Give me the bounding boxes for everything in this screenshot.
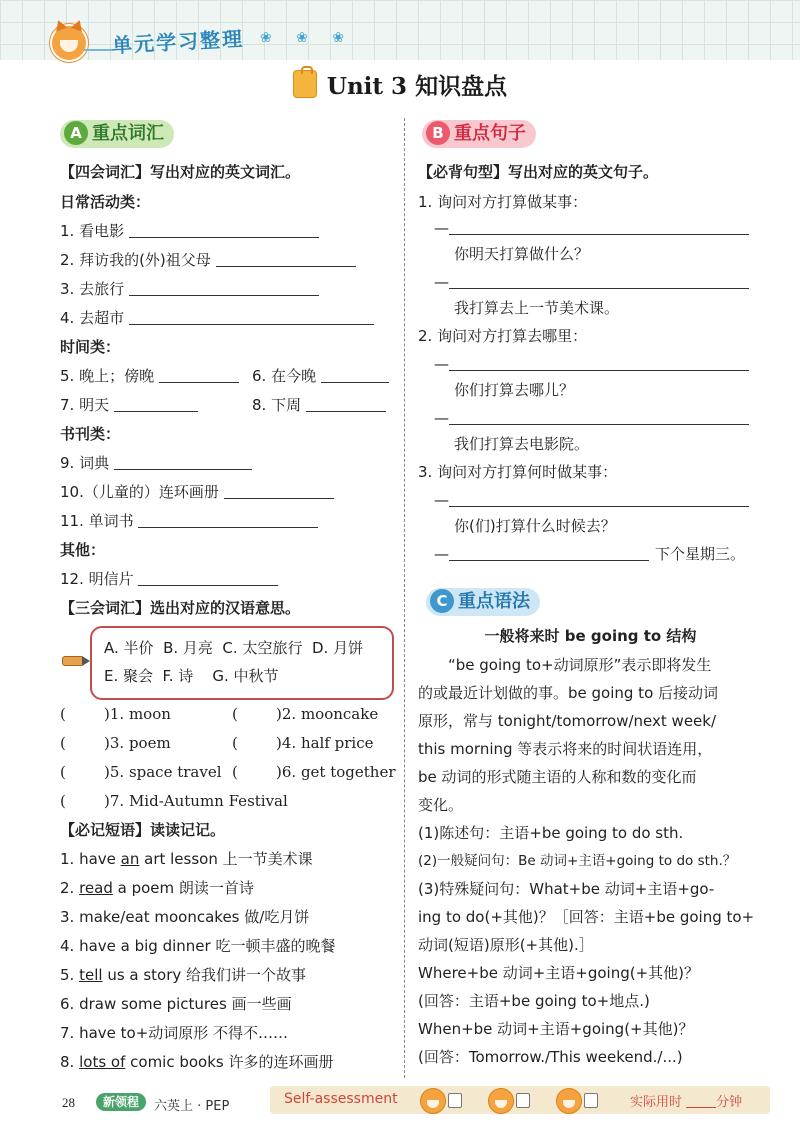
sentence-q2-cn1: 你们打算去哪儿？ bbox=[454, 381, 575, 399]
answer-blank[interactable] bbox=[306, 395, 386, 412]
section-b-badge: B bbox=[426, 121, 450, 145]
sentence-q3-cn1: 你(们)打算什么时候去？ bbox=[454, 517, 616, 535]
vocab-item-2: 2. 拜访我的(外)祖父母 bbox=[60, 250, 356, 270]
self-assessment-bar bbox=[270, 1086, 770, 1114]
phrase-4: 4. have a big dinner 吃一顿丰盛的晚餐 bbox=[60, 937, 336, 955]
section-c-title: 重点语法 bbox=[458, 591, 530, 612]
pencil-icon bbox=[62, 652, 88, 666]
answer-blank[interactable] bbox=[138, 511, 318, 528]
phrase-5: 5. tell us a story 给我们讲一个故事 bbox=[60, 966, 307, 984]
phrase-1: 1. have an art lesson 上一节美术课 bbox=[60, 850, 313, 868]
match-item-3[interactable]: ( )3. poem bbox=[60, 734, 171, 752]
grammar-p2: 的或最近计划做的事。be going to 后接动词 bbox=[418, 684, 719, 702]
page-title-text: Unit 3 知识盘点 bbox=[326, 73, 508, 100]
vocab-item-6: 6. 在今晚 bbox=[252, 366, 389, 386]
vocab-item-7: 7. 明天 bbox=[60, 395, 198, 415]
answer-blank[interactable] bbox=[159, 366, 239, 383]
fox-face-icon bbox=[420, 1088, 446, 1114]
self-assessment-label: Self-assessment bbox=[284, 1091, 398, 1107]
grammar-p3: 原形，常与 tonight/tomorrow/next week/ bbox=[418, 712, 717, 730]
section-c-header bbox=[426, 588, 540, 616]
phrase-7: 7. have to+动词原形 不得不…… bbox=[60, 1024, 289, 1042]
match-item-4[interactable]: ( )4. half price bbox=[232, 734, 374, 752]
sentence-q3-cn2: 下个星期三。 bbox=[655, 545, 746, 563]
unit-banner bbox=[50, 24, 370, 60]
answer-blank[interactable] bbox=[224, 482, 334, 499]
answer-blank[interactable] bbox=[129, 308, 374, 325]
options-row-1: A. 半价 B. 月亮 C. 太空旅行 D. 月饼 bbox=[104, 639, 364, 657]
clipboard-icon bbox=[293, 70, 317, 98]
section-b-header bbox=[422, 120, 536, 148]
match-item-6[interactable]: ( )6. get together bbox=[232, 763, 396, 781]
phrase-2: 2. read a poem 朗读一首诗 bbox=[60, 879, 254, 897]
answer-line[interactable]: — bbox=[434, 218, 749, 238]
vocab-item-3: 3. 去旅行 bbox=[60, 279, 319, 299]
phrase-8: 8. lots of comic books 许多的连环画册 bbox=[60, 1053, 334, 1071]
match-item-5[interactable]: ( )5. space travel bbox=[60, 763, 222, 781]
grammar-p5: be 动词的形式随主语的人称和数的变化而 bbox=[418, 768, 697, 786]
page-number: 28 bbox=[62, 1095, 75, 1110]
vocab-item-8: 8. 下周 bbox=[252, 395, 386, 415]
grammar-rule-2: (2)一般疑问句：Be 动词+主语+going to do sth.？ bbox=[418, 853, 737, 869]
sentence-q1-cn1: 你明天打算做什么？ bbox=[454, 245, 590, 263]
phrases-instruction: 【必记短语】读读记记。 bbox=[60, 821, 226, 839]
section-a-title: 重点词汇 bbox=[92, 123, 164, 144]
grammar-rule-7: (回答：主语+be going to+地点.) bbox=[418, 992, 650, 1010]
vocab-item-1: 1. 看电影 bbox=[60, 221, 319, 241]
vocab-item-11: 11. 单词书 bbox=[60, 511, 318, 531]
match-item-1[interactable]: ( )1. moon bbox=[60, 705, 171, 723]
answer-blank[interactable] bbox=[129, 279, 319, 296]
vocab-item-4: 4. 去超市 bbox=[60, 308, 374, 328]
four-skills-instruction: 【四会词汇】写出对应的英文词汇。 bbox=[60, 163, 301, 181]
match-item-2[interactable]: ( )2. mooncake bbox=[232, 705, 379, 723]
answer-line[interactable]: — bbox=[434, 490, 749, 510]
section-a-badge: A bbox=[64, 121, 88, 145]
paw-print-icon: ❀ ❀ ❀ bbox=[260, 30, 355, 46]
category-daily: 日常活动类： bbox=[60, 193, 151, 211]
answer-line[interactable]: — bbox=[434, 272, 749, 292]
rating-checkbox-1[interactable] bbox=[448, 1093, 462, 1108]
fox-mascot-icon bbox=[50, 24, 88, 62]
answer-line[interactable]: — bbox=[434, 354, 749, 374]
brand-logo: 新领程 bbox=[96, 1093, 146, 1111]
sentence-q1: 1. 询问对方打算做某事： bbox=[418, 193, 588, 211]
grammar-rule-4: ing to do(+其他)？［回答：主语+be going to+ bbox=[418, 908, 755, 926]
grammar-p6: 变化。 bbox=[418, 796, 464, 814]
options-box bbox=[90, 626, 394, 700]
grammar-rule-9: (回答：Tomorrow./This weekend./...) bbox=[418, 1048, 683, 1066]
vocab-item-9: 9. 词典 bbox=[60, 453, 252, 473]
category-time: 时间类： bbox=[60, 338, 121, 356]
match-item-7[interactable]: ( )7. Mid-Autumn Festival bbox=[60, 792, 288, 810]
phrase-6: 6. draw some pictures 画一些画 bbox=[60, 995, 292, 1013]
actual-time: 实际用时 分钟 bbox=[630, 1095, 743, 1110]
sentence-q2-cn2: 我们打算去电影院。 bbox=[454, 435, 590, 453]
category-other: 其他： bbox=[60, 541, 106, 559]
options-row-2: E. 聚会 F. 诗 G. 中秋节 bbox=[104, 667, 279, 685]
answer-blank[interactable] bbox=[114, 453, 252, 470]
grammar-rule-1: (1)陈述句：主语+be going to do sth. bbox=[418, 824, 684, 842]
answer-blank[interactable] bbox=[321, 366, 389, 383]
column-divider bbox=[404, 118, 405, 1078]
phrase-3: 3. make/eat mooncakes 做/吃月饼 bbox=[60, 908, 310, 926]
book-label: 六英上 · PEP bbox=[154, 1099, 230, 1114]
answer-line[interactable]: — bbox=[434, 408, 749, 428]
vocab-item-5: 5. 晚上；傍晚 bbox=[60, 366, 239, 386]
fox-face-icon bbox=[488, 1088, 514, 1114]
fox-face-icon bbox=[556, 1088, 582, 1114]
sentence-q2: 2. 询问对方打算去哪里： bbox=[418, 327, 588, 345]
rating-checkbox-2[interactable] bbox=[516, 1093, 530, 1108]
sentences-instruction: 【必背句型】写出对应的英文句子。 bbox=[418, 163, 659, 181]
grammar-rule-3: (3)特殊疑问句：What+be 动词+主语+go- bbox=[418, 880, 715, 898]
section-b-title: 重点句子 bbox=[454, 123, 526, 144]
grammar-title: 一般将来时 be going to 结构 bbox=[484, 627, 697, 645]
section-c-badge: C bbox=[430, 589, 454, 613]
vocab-item-10: 10.（儿童的）连环画册 bbox=[60, 482, 334, 502]
answer-blank[interactable] bbox=[216, 250, 356, 267]
grammar-rule-6: Where+be 动词+主语+going(+其他)？ bbox=[418, 964, 700, 982]
banner-divider bbox=[84, 49, 114, 51]
answer-blank[interactable] bbox=[114, 395, 198, 412]
page-footer bbox=[0, 1082, 800, 1122]
sentence-q3: 3. 询问对方打算何时做某事： bbox=[418, 463, 618, 481]
banner-title: 单元学习整理 bbox=[111, 26, 245, 58]
answer-line[interactable]: — 下个星期三。 bbox=[434, 545, 746, 563]
rating-checkbox-3[interactable] bbox=[584, 1093, 598, 1108]
grammar-p4: this morning 等表示将来的时间状语连用， bbox=[418, 740, 713, 758]
vocab-item-12: 12. 明信片 bbox=[60, 569, 278, 589]
category-books: 书刊类： bbox=[60, 425, 121, 443]
three-skills-instruction: 【三会词汇】选出对应的汉语意思。 bbox=[60, 599, 301, 617]
time-blank[interactable] bbox=[686, 1093, 716, 1108]
grammar-rule-5: 动词(短语)原形(+其他).］ bbox=[418, 936, 594, 954]
answer-blank[interactable] bbox=[138, 569, 278, 586]
sentence-q1-cn2: 我打算去上一节美术课。 bbox=[454, 299, 620, 317]
page-title bbox=[0, 68, 800, 101]
answer-blank[interactable] bbox=[129, 221, 319, 238]
grammar-rule-8: When+be 动词+主语+going(+其他)？ bbox=[418, 1020, 694, 1038]
grammar-p1: “be going to+动词原形”表示即将发生 bbox=[448, 656, 712, 674]
section-a-header bbox=[60, 120, 174, 148]
